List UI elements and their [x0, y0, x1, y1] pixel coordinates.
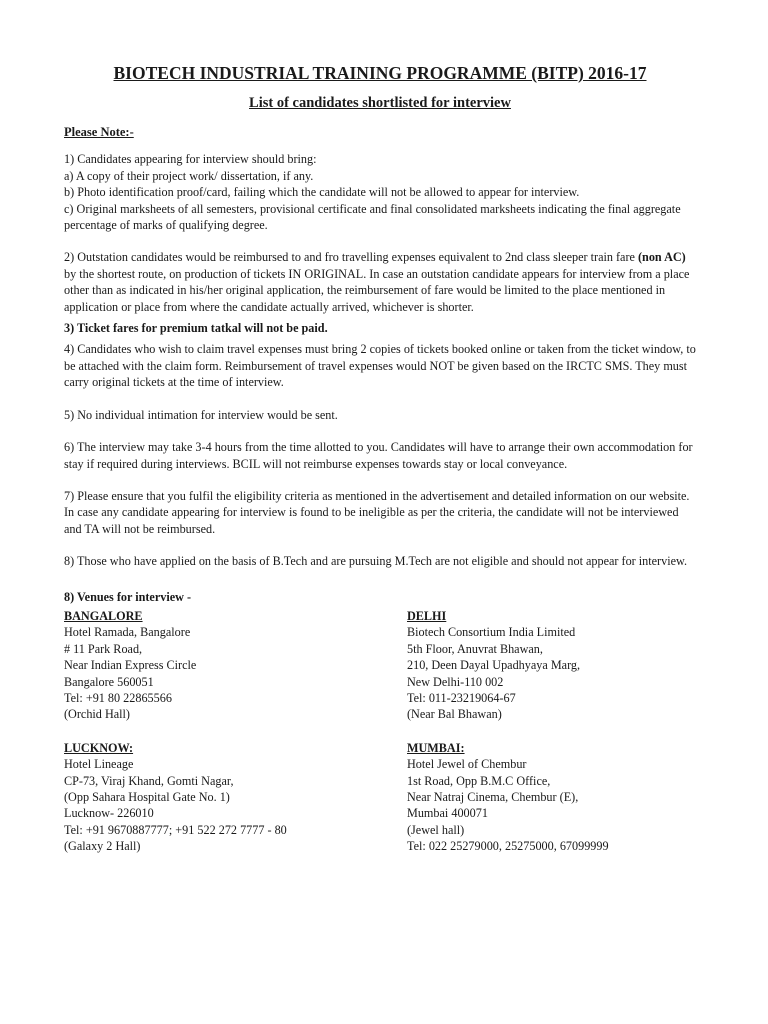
venue-mumbai: [407, 740, 696, 855]
note-4: 4) Candidates who wish to claim travel expenses must bring 2 copies of tickets booked online or taken from the ticket window, to be attached with the claim form. Reimbursement of travel expenses would NOT be given based on the IRCTC SMS. They must carry original tickets at the time of interview.: [64, 342, 696, 390]
document-subtitle: List of candidates shortlisted for interview: [249, 95, 511, 111]
note-5: 5) No individual intimation for interview would be sent.: [64, 407, 338, 422]
venue-line: Biotech Consortium India Limited: [407, 625, 576, 640]
venue-line: Lucknow- 226010: [64, 806, 154, 821]
note-3: 3) Ticket fares for premium tatkal will not be paid.: [64, 321, 328, 336]
document-page: [64, 62, 696, 855]
document-title: BIOTECH INDUSTRIAL TRAINING PROGRAMME (BITP) 2016-17: [113, 63, 647, 83]
venue-lucknow: [64, 740, 407, 855]
venue-city: DELHI: [407, 608, 447, 623]
note-2-part1: 2) Outstation candidates would be reimbursed to and fro travelling expenses equivalent to 2nd class sleeper train fare: [64, 250, 638, 265]
venue-line: (Galaxy 2 Hall): [64, 839, 141, 854]
venue-line: Mumbai 400071: [407, 806, 488, 821]
venue-delhi: [407, 608, 696, 723]
venue-line: Tel: 011-23219064-67: [407, 690, 516, 705]
note-8: 8) Those who have applied on the basis of B.Tech and are pursuing M.Tech are not eligible and should not appear for interview.: [64, 554, 688, 569]
venue-bangalore: [64, 608, 407, 723]
venue-line: (Opp Sahara Hospital Gate No. 1): [64, 790, 230, 804]
venue-line: Near Natraj Cinema, Chembur (E),: [407, 790, 579, 804]
note-heading: Please Note:-: [64, 125, 134, 139]
note-2-bold: (non AC): [638, 250, 686, 265]
venue-line: Hotel Jewel of Chembur: [407, 757, 527, 772]
note-1-a: a) A copy of their project work/ dissertation, if any.: [64, 168, 314, 183]
venue-line: (Jewel hall): [407, 822, 465, 837]
note-2: [64, 249, 696, 315]
venue-line: Hotel Lineage: [64, 757, 134, 772]
venues-grid: [64, 608, 696, 855]
venue-line: Tel: +91 80 22865566: [64, 690, 172, 705]
venue-line: 5th Floor, Anuvrat Bhawan,: [407, 641, 543, 656]
venue-line: Tel: +91 9670887777; +91 522 272 7777 - 80: [64, 822, 287, 837]
venue-line: 1st Road, Opp B.M.C Office,: [407, 773, 551, 788]
venue-city: MUMBAI:: [407, 740, 465, 755]
venue-line: (Orchid Hall): [64, 707, 130, 722]
venue-line: Bangalore 560051: [64, 674, 154, 689]
note-1-b: b) Photo identification proof/card, failing which the candidate will not be allowed to appear for interview.: [64, 185, 580, 200]
venue-line: Hotel Ramada, Bangalore: [64, 625, 191, 640]
note-6: 6) The interview may take 3-4 hours from the time allotted to you. Candidates will have to arrange their own accommodation for stay if required during interviews. BCIL will not reimburse expenses towards stay or local conveyance.: [64, 440, 693, 471]
venue-city: BANGALORE: [64, 608, 143, 623]
venue-line: CP-73, Viraj Khand, Gomti Nagar,: [64, 773, 234, 788]
venue-city: LUCKNOW:: [64, 740, 134, 755]
venue-line: Near Indian Express Circle: [64, 658, 197, 673]
note-7: 7) Please ensure that you fulfil the eligibility criteria as mentioned in the advertisement and detailed information on our website. In case any candidate appearing for interview is found to be ineligible as per the criteria, the candidate will not be interviewed and TA will not be reimbursed.: [64, 488, 690, 536]
note-1: [64, 151, 696, 233]
venues-heading: 8) Venues for interview -: [64, 589, 192, 604]
venue-line: New Delhi-110 002: [407, 674, 504, 689]
venue-line: (Near Bal Bhawan): [407, 707, 502, 722]
note-2-part2: by the shortest route, on production of tickets IN ORIGINAL. In case an outstation candidate appears for interview from a place other than as indicated in his/her original application, the reimbursement of fare would be limited to the place mentioned in application or place from where the candidate actually arrived, whichever is shorter.: [64, 266, 690, 314]
note-1-lead: 1) Candidates appearing for interview should bring:: [64, 152, 317, 167]
note-1-c: c) Original marksheets of all semesters, provisional certificate and final consolidated marksheets indicating the final aggregate percentage of marks of qualifying degree.: [64, 201, 681, 233]
venue-line: Tel: 022 25279000, 25275000, 67099999: [407, 839, 609, 854]
venue-line: # 11 Park Road,: [64, 641, 143, 656]
venue-line: 210, Deen Dayal Upadhyaya Marg,: [407, 658, 581, 673]
